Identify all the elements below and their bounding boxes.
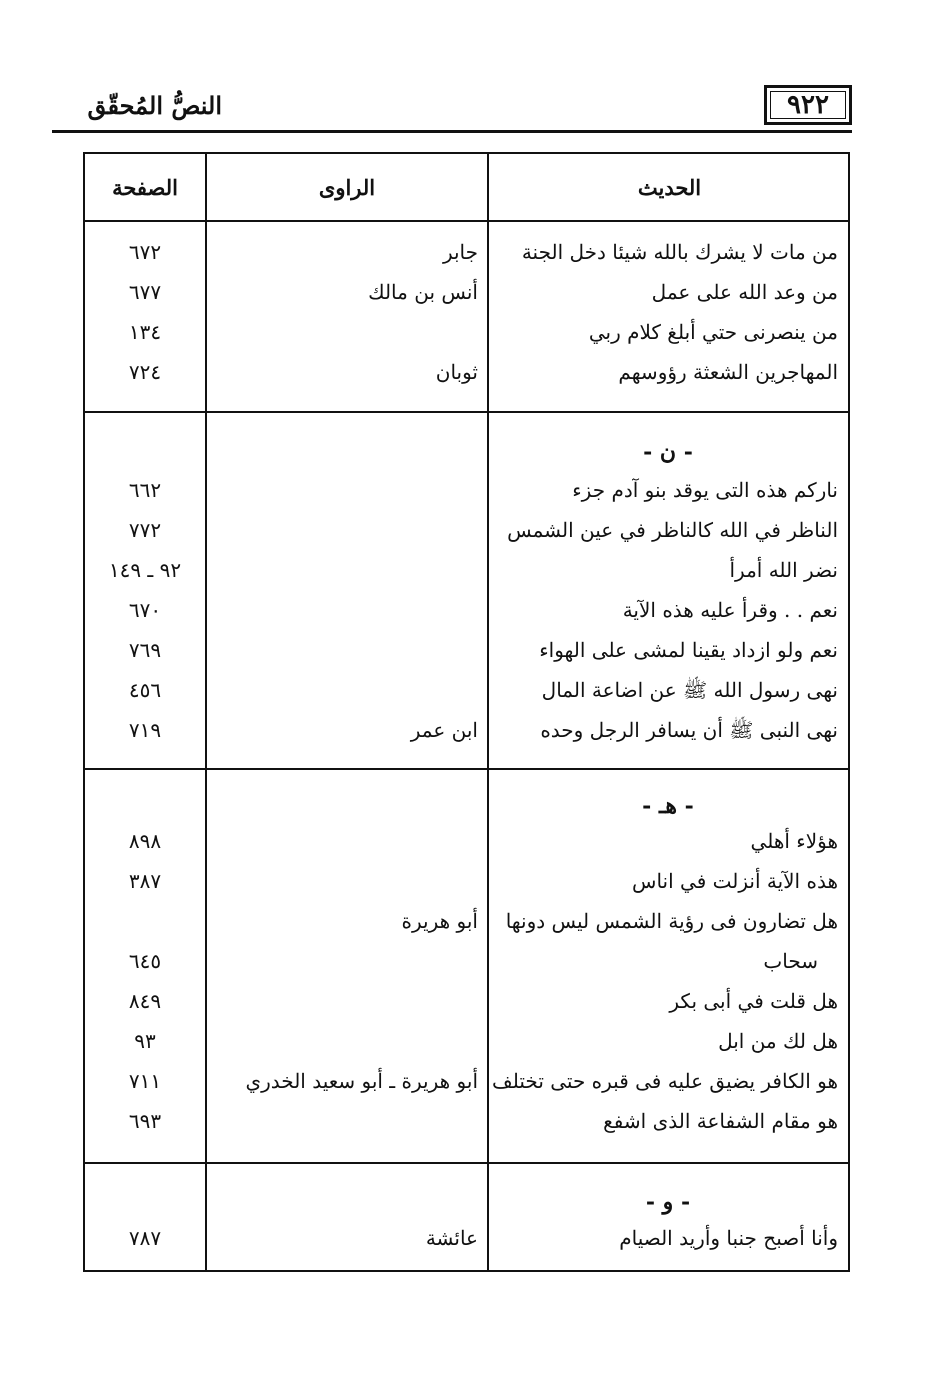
hadith-text: هو الكافر يضيق عليه فى قبره حتى تختلف: [492, 1069, 838, 1093]
hadith-index-table: [83, 152, 850, 1272]
column-header-hadith: الحديث: [637, 174, 702, 200]
hadith-text: هل قلت في أبى بكر: [669, 989, 838, 1013]
page-ref: ٣٨٧: [128, 869, 162, 893]
narrator-name: أنس بن مالك: [368, 280, 478, 304]
section-letter-heading: - ن -: [643, 439, 693, 465]
hadith-text: وأنا أصبح جنبا وأريد الصيام: [619, 1226, 838, 1250]
header-rule: [52, 130, 852, 133]
page-ref: ٨٤٩: [128, 989, 162, 1013]
page-ref: ٦٤٥: [128, 949, 162, 973]
page-ref: ٦٩٣: [128, 1109, 162, 1133]
page-ref: ٨٩٨: [128, 829, 162, 853]
section-letter-heading: - هـ -: [642, 793, 694, 819]
hadith-text: سحاب: [763, 949, 818, 973]
header-divider: [85, 220, 848, 222]
hadith-text: الناظر في الله كالناظر في عين الشمس: [507, 518, 838, 542]
page-ref: ٦٦٢: [128, 478, 162, 502]
table-row: [85, 821, 848, 861]
page-ref: ٩٣: [134, 1029, 156, 1053]
page-ref: ٧٨٧: [128, 1226, 162, 1250]
page-ref: ٦٧٧: [128, 280, 162, 304]
table-row: [85, 470, 848, 510]
hadith-text: نعم . . وقرأ عليه هذه الآية: [622, 598, 838, 622]
narrator-name: أبو هريرة: [401, 909, 478, 933]
hadith-text: هذه الآية أنزلت في اناس: [632, 869, 838, 893]
table-row: [85, 630, 848, 670]
page-ref: ٧١٩: [128, 718, 162, 742]
table-row: [85, 312, 848, 352]
table-row: [85, 232, 848, 272]
table-row: [85, 590, 848, 630]
table-row: [85, 1218, 848, 1258]
page-ref: ٦٧٠: [128, 598, 162, 622]
page-ref: ٧٦٩: [128, 638, 162, 662]
column-header-page: الصفحة: [112, 174, 178, 200]
page-ref: ٦٧٢: [128, 240, 162, 264]
hadith-text: نضر الله أمرأ: [729, 558, 838, 582]
hadith-text: هؤلاء أهلي: [750, 829, 838, 853]
hadith-text: نهى رسول الله ﷺ عن اضاعة المال: [541, 678, 838, 702]
page-number-box: [764, 85, 852, 125]
table-row: [85, 941, 848, 981]
narrator-name: عائشة: [425, 1226, 478, 1250]
hadith-text: هل لك من ابل: [718, 1029, 838, 1053]
table-row: [85, 861, 848, 901]
section-letter-heading: - و -: [645, 1189, 691, 1215]
table-row: [85, 710, 848, 750]
page-number: ٩٢٢: [787, 90, 829, 120]
table-row: [85, 670, 848, 710]
table-row: [85, 901, 848, 941]
hadith-text: ناركم هذه التى يوقد بنو آدم جزء: [572, 478, 838, 502]
table-row: [85, 550, 848, 590]
page-ref: ٤٥٦: [128, 678, 162, 702]
narrator-name: ثوبان: [435, 360, 478, 384]
narrator-name: جابر: [442, 240, 478, 264]
page-ref: ٩٢ ـ ١٤٩: [108, 558, 182, 582]
section-divider: [85, 768, 848, 770]
narrator-name: أبو هريرة ـ أبو سعيد الخدري: [245, 1069, 478, 1093]
page-ref: ١٣٤: [128, 320, 162, 344]
hadith-text: من وعد الله على عمل: [651, 280, 838, 304]
hadith-text: من ينصرنى حتي أبلغ كلام ربي: [588, 320, 838, 344]
table-row: [85, 1021, 848, 1061]
hadith-text: من مات لا يشرك بالله شيئا دخل الجنة: [521, 240, 838, 264]
table-row: [85, 1061, 848, 1101]
page-ref: ٧٧٢: [128, 518, 162, 542]
hadith-text: نعم ولو ازداد يقينا لمشى على الهواء: [539, 638, 838, 662]
section-divider: [85, 1162, 848, 1164]
table-row: [85, 981, 848, 1021]
book-title: النصُّ المُحقّق: [87, 91, 222, 120]
hadith-text: هو مقام الشفاعة الذى اشفع: [603, 1109, 838, 1133]
hadith-text: المهاجرين الشعثة رؤوسهم: [618, 360, 838, 384]
table-row: [85, 352, 848, 392]
narrator-name: ابن عمر: [410, 718, 478, 742]
hadith-text: هل تضارون فى رؤية الشمس ليس دونها: [505, 909, 838, 933]
page-ref: ٧١١: [128, 1069, 162, 1093]
page-ref: ٧٢٤: [128, 360, 162, 384]
table-row: [85, 1101, 848, 1141]
section-divider: [85, 411, 848, 413]
table-row: [85, 510, 848, 550]
table-row: [85, 272, 848, 312]
column-header-narrator: الراوى: [318, 174, 376, 200]
hadith-text: نهى النبى ﷺ أن يسافر الرجل وحده: [540, 718, 838, 742]
